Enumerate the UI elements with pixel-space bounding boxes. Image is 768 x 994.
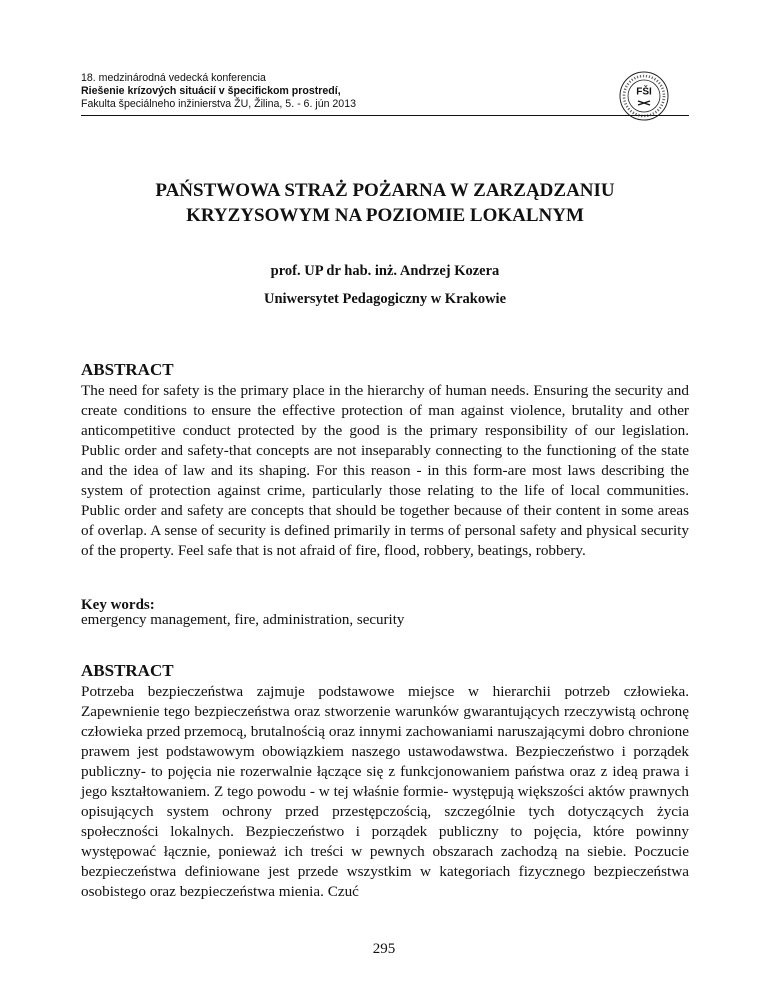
page-number: 295 — [372, 941, 396, 957]
author-affiliation: Uniwersytet Pedagogiczny w Krakowie — [263, 291, 507, 307]
title-line-1: PAŃSTWOWA STRAŻ POŻARNA W ZARZĄDZANIU — [155, 180, 615, 201]
abstract-text-pl: Potrzeba bezpieczeństwa zajmuje podstawowe miejsce w hierarchii potrzeb człowieka. Zapewnienie tego bezpieczeństwa oraz stworzenie warunków gwarantujących rzeczywistą ochronę człowieka przed przemocą, brutalnością oraz innymi zachowaniami naruszającymi dobro chronione prawem jest podstawowym obowiązkiem naszego ustawodawstwa. Bezpieczeństwo i porządek publiczny- to pojęcia nie rozerwalnie łączące się z funkcjonowaniem państwa oraz z ideą prawa i jego kształtowaniem. Z tego powodu - w tej właśnie formie- występują większości aktów prawnych opisujących system ochrony przed przestępczością, szczególnie tych dotyczących życia społeczności lokalnych. Bezpieczeństwo i porządek publiczny to pojęcia, które powinny występować łącznie, ponieważ ich treści w pewnych obszarach zachodzą na siebie. Poczucie bezpieczeństwa definiowane jest przede wszystkim w kategoriach fizycznego bezpieczeństwa osobistego oraz bezpieczeństwa mienia. Czuć — [81, 683, 689, 900]
abstract-text-en: The need for safety is the primary place in the hierarchy of human needs. Ensuring the security and create conditions to ensure the effective protection of man against violence, brutality and other anticompetitive conduct protected by the good is the primary responsibility of our legislation. Public order and safety-that concepts are not inseparably connecting to the functioning of the state and the idea of law and its shaping. For this reason - in this form-are most laws describing the system of protection against crime, particularly those relating to the life of local communities. Public order and safety are concepts that should be together because of their content in some areas of overlap. A sense of security is defined primarily in terms of personal safety and physical security of the property. Feel safe that is not afraid of fire, flood, robbery, beatings, robbery. — [81, 382, 689, 559]
abstract-heading-pl: ABSTRACT — [81, 661, 174, 680]
header-line-2: Riešenie krízových situácií v špecifickom prostredí, — [81, 85, 341, 97]
keywords-label: Key words: — [81, 597, 155, 613]
title-line-2: KRYZYSOWYM NA POZIOMIE LOKALNYM — [186, 205, 584, 226]
header-line-3: Fakulta špeciálneho inžinierstva ŽU, Žilina, 5. - 6. jún 2013 — [81, 98, 356, 110]
logo-text: FŠI — [636, 86, 652, 98]
author-name: prof. UP dr hab. inż. Andrzej Kozera — [270, 263, 500, 279]
abstract-heading-en: ABSTRACT — [81, 360, 174, 379]
paper-title — [81, 178, 689, 228]
keywords-text: emergency management, fire, administration, security — [81, 612, 405, 628]
conference-header — [81, 72, 601, 111]
header-divider — [81, 115, 689, 116]
header-line-1: 18. medzinárodná vedecká konferencia — [81, 72, 266, 84]
